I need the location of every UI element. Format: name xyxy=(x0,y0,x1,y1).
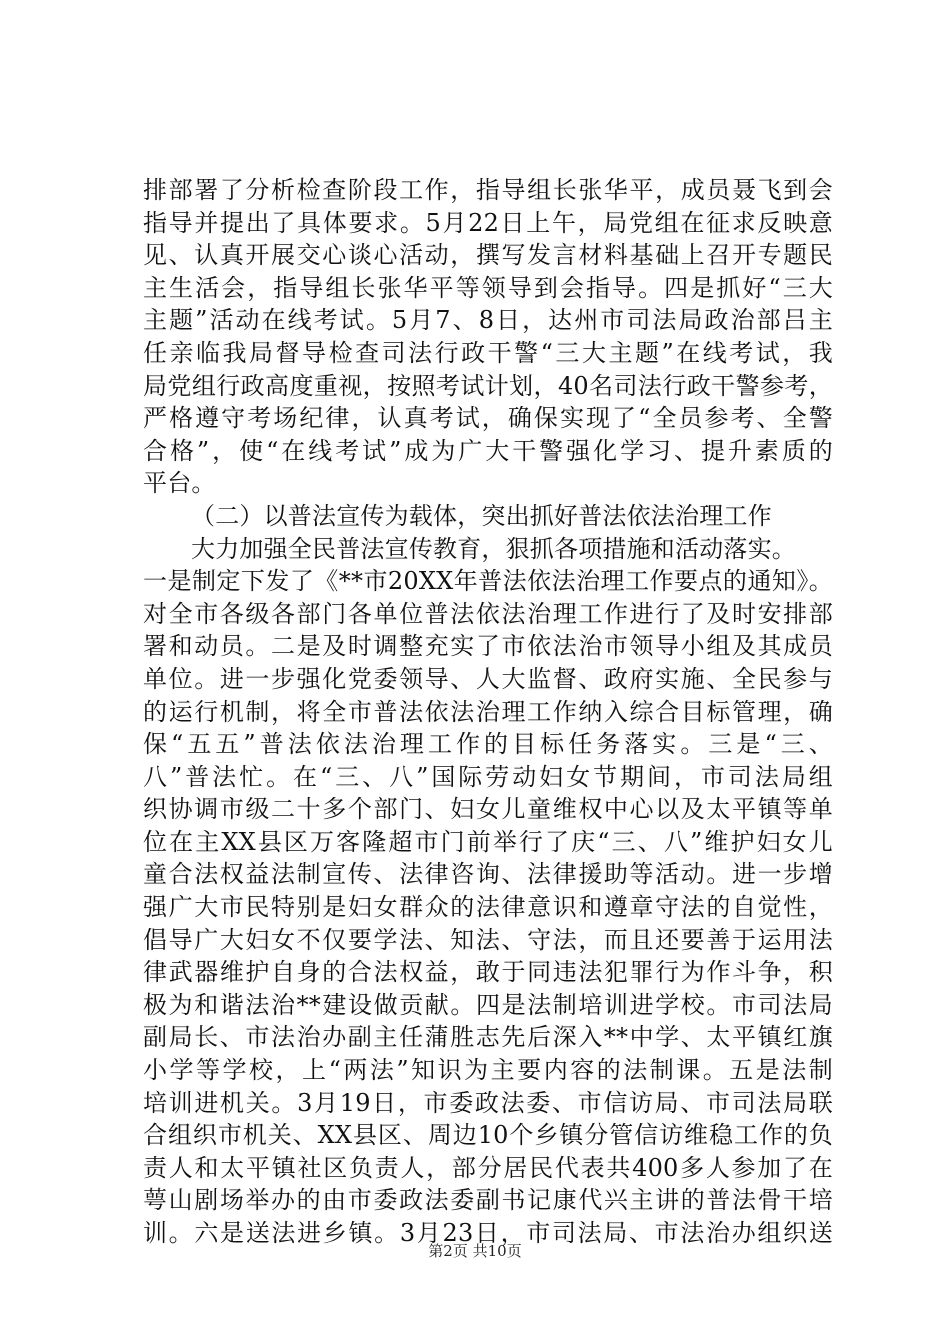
text-line: 织协调市级二十多个部门、妇女儿童维权中心以及太平镇等单 xyxy=(143,795,833,824)
text-line: 强广大市民特别是妇女群众的法律意识和遵章守法的自觉性， xyxy=(143,893,833,922)
page-footer xyxy=(0,1240,950,1261)
section-heading: （二）以普法宣传为载体，突出抓好普法依法治理工作 xyxy=(191,501,772,530)
text-line: 倡导广大妇女不仅要学法、知法、守法，而且还要善于运用法 xyxy=(143,925,833,954)
text-line: 见、认真开展交心谈心活动，撰写发言材料基础上召开专题民 xyxy=(143,241,833,270)
text-line: 八”普法忙。在“三、八”国际劳动妇女节期间，市司法局组 xyxy=(143,762,833,791)
text-line: 责人和太平镇社区负责人，部分居民代表共400多人参加了在 xyxy=(143,1153,833,1182)
text-line: 萼山剧场举办的由市委政法委副书记康代兴主讲的普法骨干培 xyxy=(143,1186,833,1215)
text-line: 律武器维护自身的合法权益，敢于同违法犯罪行为作斗争，积 xyxy=(143,958,833,987)
text-line: 单位。进一步强化党委领导、人大监督、政府实施、全民参与 xyxy=(143,664,833,693)
text-line: 主生活会，指导组长张华平等领导到会指导。四是抓好“三大 xyxy=(143,273,833,302)
text-line: 合组织市机关、XX县区、周边10个乡镇分管信访维稳工作的负 xyxy=(143,1121,833,1150)
text-line: 极为和谐法治**建设做贡献。四是法制培训进学校。市司法局 xyxy=(143,990,833,1019)
text-line: 副局长、市法治办副主任蒲胜志先后深入**中学、太平镇红旗 xyxy=(143,1023,833,1052)
text-line: 指导并提出了具体要求。5月22日上午，局党组在征求反映意 xyxy=(143,208,833,237)
text-line: 排部署了分析检查阶段工作，指导组长张华平，成员聂飞到会 xyxy=(143,176,833,204)
text-line: 对全市各级各部门各单位普法依法治理工作进行了及时安排部 xyxy=(143,599,833,628)
text-line: 局党组行政高度重视，按照考试计划，40名司法行政干警参考， xyxy=(143,371,833,400)
text-line: 平台。 xyxy=(143,469,216,498)
text-line: 位在主XX县区万客隆超市门前举行了庆“三、八”维护妇女儿 xyxy=(143,827,833,856)
page-number: 第2页 共10页 xyxy=(428,1242,522,1260)
text-line: 小学等学校，上“两法”知识为主要内容的法制课。五是法制 xyxy=(143,1056,833,1085)
text-line: 合格”，使“在线考试”成为广大干警强化学习、提升素质的 xyxy=(143,436,833,465)
text-line: 署和动员。二是及时调整充实了市依法治市领导小组及其成员 xyxy=(143,632,833,661)
text-line: 训。六是送法进乡镇。3月23日，市司法局、市法治办组织送 xyxy=(143,1219,833,1247)
text-line: 培训进机关。3月19日，市委政法委、市信访局、市司法局联 xyxy=(143,1088,833,1117)
text-line: 保“五五”普法依法治理工作的目标任务落实。三是“三、 xyxy=(143,730,833,759)
text-line: 大力加强全民普法宣传教育，狠抓各项措施和活动落实。 xyxy=(191,534,796,563)
text-line: 的运行机制，将全市普法依法治理工作纳入综合目标管理，确 xyxy=(143,697,833,726)
document-body xyxy=(143,174,833,1250)
text-line: 一是制定下发了《**市20XX年普法依法治理工作要点的通知》。 xyxy=(143,567,833,596)
text-line: 童合法权益法制宣传、法律咨询、法律援助等活动。进一步增 xyxy=(143,860,833,889)
text-line: 主题”活动在线考试。5月7、8日，达州市司法局政治部吕主 xyxy=(143,306,833,335)
text-line: 任亲临我局督导检查司法行政干警“三大主题”在线考试，我 xyxy=(143,338,833,367)
text-line: 严格遵守考场纪律，认真考试，确保实现了“全员参考、全警 xyxy=(143,404,833,433)
